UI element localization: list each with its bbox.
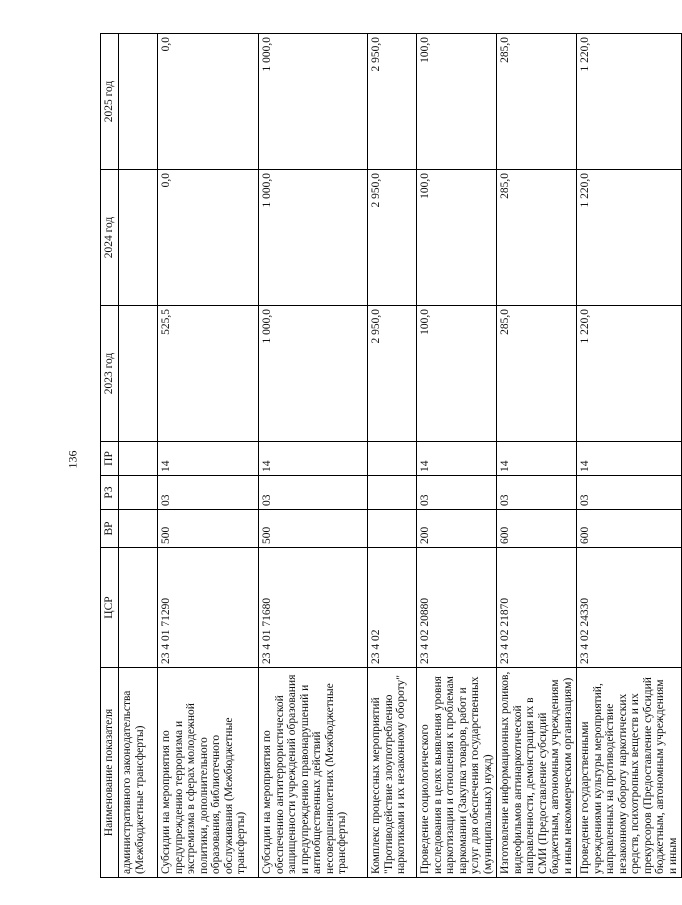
header-pr: ПР <box>101 442 119 476</box>
cell-2023 <box>119 306 158 442</box>
cell-2024: 100,0 <box>417 170 497 306</box>
cell-pr: 14 <box>577 442 682 476</box>
rotated-page-content <box>100 37 679 878</box>
cell-2025: 2 950,0 <box>368 34 417 170</box>
cell-2024: 0,0 <box>158 170 259 306</box>
cell-name: Изготовление информационных роликов, видеофильмов антинаркотической направленности, демонстрация их в СМИ (Предоставление субсидий бюджетным, автономным учреждениям и иным некоммерческим организациям) <box>497 668 577 878</box>
header-2025: 2025 год <box>101 34 119 170</box>
cell-2023: 100,0 <box>417 306 497 442</box>
table-row <box>577 34 682 878</box>
header-2024: 2024 год <box>101 170 119 306</box>
cell-csr: 23 4 02 24330 <box>577 548 682 668</box>
cell-name: административного законодательства (Межбюджетные трансферты) <box>119 668 158 878</box>
cell-vr: 600 <box>497 510 577 548</box>
cell-2023: 1 220,0 <box>577 306 682 442</box>
cell-2023: 285,0 <box>497 306 577 442</box>
cell-csr: 23 4 02 21870 <box>497 548 577 668</box>
cell-rz: 03 <box>259 476 368 510</box>
cell-vr: 200 <box>417 510 497 548</box>
cell-csr: 23 4 02 20880 <box>417 548 497 668</box>
cell-rz: 03 <box>158 476 259 510</box>
header-rz: РЗ <box>101 476 119 510</box>
table-header-row <box>101 34 119 878</box>
cell-csr: 23 4 01 71680 <box>259 548 368 668</box>
cell-pr <box>119 442 158 476</box>
cell-pr: 14 <box>259 442 368 476</box>
cell-rz <box>119 476 158 510</box>
header-csr: ЦСР <box>101 548 119 668</box>
cell-pr: 14 <box>417 442 497 476</box>
cell-2025: 1 220,0 <box>577 34 682 170</box>
budget-table <box>100 33 682 878</box>
cell-csr <box>119 548 158 668</box>
table-row <box>497 34 577 878</box>
cell-name: Проведение государственными учреждениями культуры мероприятий, направленных на противодействие незаконному обороту наркотических средств, психотропных веществ и их прекурсоров (Предоставление субсидий бюджетным, автономным учреждениям и иным <box>577 668 682 878</box>
cell-2024: 1 220,0 <box>577 170 682 306</box>
header-vr: ВР <box>101 510 119 548</box>
table-row <box>119 34 158 878</box>
cell-name: Субсидии на мероприятия по обеспечению антитеррористической защищенности учреждений образования и предупреждению правонарушений и антиобщественных действий несовершеннолетних (Межбюджетные трансферты) <box>259 668 368 878</box>
header-name: Наименование показателя <box>101 668 119 878</box>
cell-2024: 285,0 <box>497 170 577 306</box>
cell-2025: 285,0 <box>497 34 577 170</box>
cell-2023: 525,5 <box>158 306 259 442</box>
cell-2024 <box>119 170 158 306</box>
cell-name: Субсидии на мероприятия по предупреждению терроризма и экстремизма в сферах молодежной политики, дополнительного образования, библиотечного обслуживания (Межбюджетные трансферты) <box>158 668 259 878</box>
cell-pr: 14 <box>158 442 259 476</box>
cell-csr: 23 4 01 71290 <box>158 548 259 668</box>
cell-name: Комплекс процессных мероприятий "Противодействие злоупотреблению наркотиками и их незаконному обороту" <box>368 668 417 878</box>
cell-vr: 600 <box>577 510 682 548</box>
table-row <box>417 34 497 878</box>
page-number: 136 <box>65 450 80 469</box>
cell-vr <box>368 510 417 548</box>
cell-pr <box>368 442 417 476</box>
cell-csr: 23 4 02 <box>368 548 417 668</box>
cell-rz: 03 <box>417 476 497 510</box>
header-2023: 2023 год <box>101 306 119 442</box>
cell-rz: 03 <box>577 476 682 510</box>
cell-name: Проведение социологического исследования в целях выявления уровня наркотизации и отношения к проблемам наркомании (Закупка товаров, работ и услуг для обеспечения государственных (муниципальных) нужд) <box>417 668 497 878</box>
cell-2025: 100,0 <box>417 34 497 170</box>
cell-pr: 14 <box>497 442 577 476</box>
cell-2025: 1 000,0 <box>259 34 368 170</box>
cell-2023: 2 950,0 <box>368 306 417 442</box>
cell-2025 <box>119 34 158 170</box>
cell-vr: 500 <box>158 510 259 548</box>
table-row <box>259 34 368 878</box>
cell-2025: 0,0 <box>158 34 259 170</box>
table-row <box>158 34 259 878</box>
cell-vr <box>119 510 158 548</box>
cell-rz: 03 <box>497 476 577 510</box>
cell-2023: 1 000,0 <box>259 306 368 442</box>
cell-2024: 2 950,0 <box>368 170 417 306</box>
cell-vr: 500 <box>259 510 368 548</box>
cell-2024: 1 000,0 <box>259 170 368 306</box>
table-row <box>368 34 417 878</box>
cell-rz <box>368 476 417 510</box>
